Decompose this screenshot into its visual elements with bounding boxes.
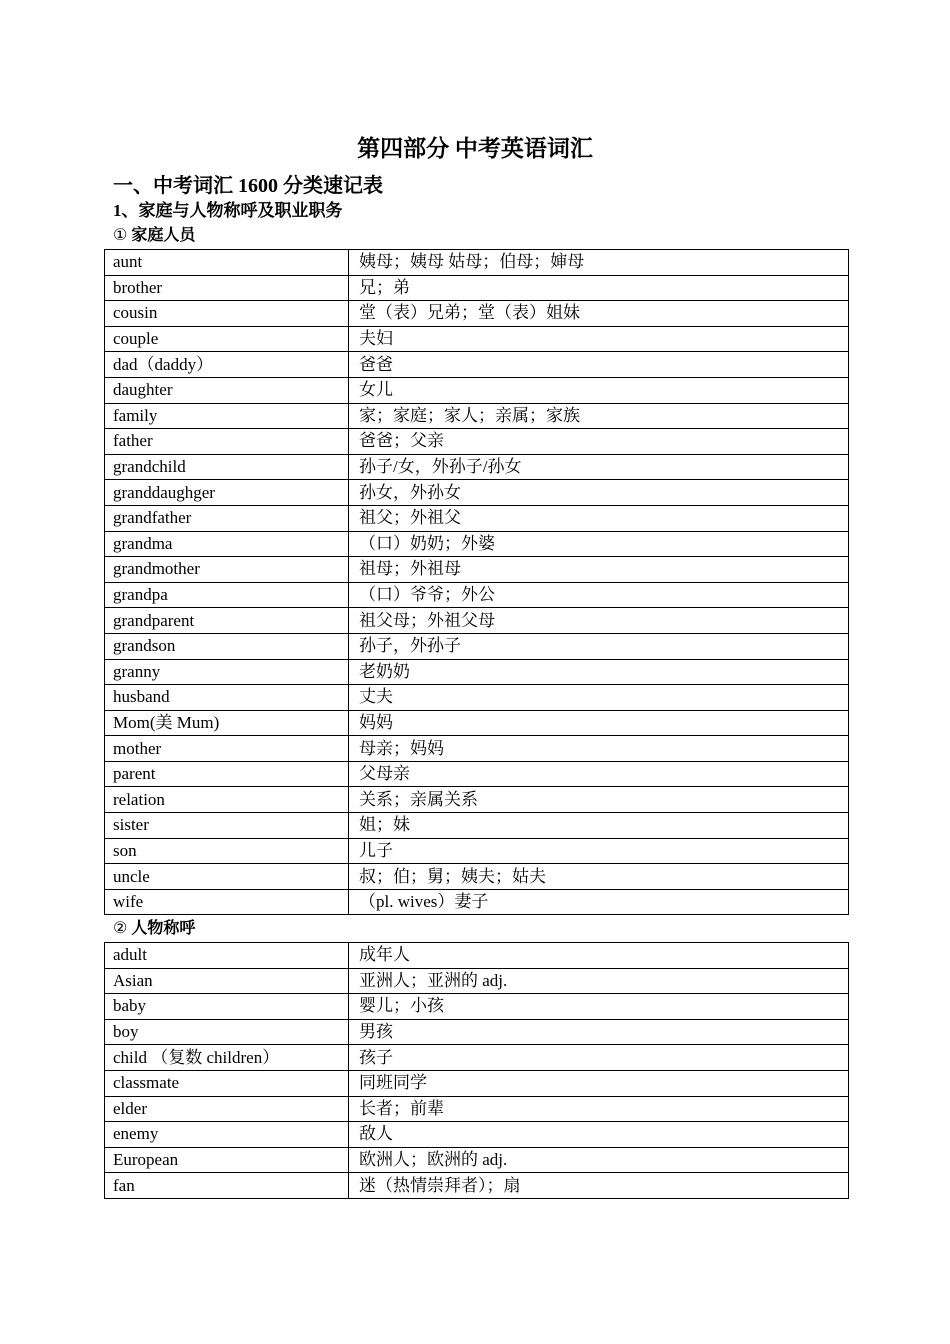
table-row	[105, 787, 849, 813]
meaning-cell: 祖父；外祖父	[349, 505, 849, 531]
meaning-cell: 姨母；姨母 姑母；伯母；婶母	[349, 250, 849, 276]
word-cell: boy	[105, 1019, 349, 1045]
table-row	[105, 838, 849, 864]
meaning-cell: 父母亲	[349, 761, 849, 787]
word-cell: mother	[105, 736, 349, 762]
vocab-table-person-titles	[104, 942, 849, 1199]
table-row	[105, 403, 849, 429]
meaning-cell: 丈夫	[349, 685, 849, 711]
word-cell: child （复数 children）	[105, 1045, 349, 1071]
word-cell: husband	[105, 685, 349, 711]
table-row	[105, 633, 849, 659]
word-cell: grandfather	[105, 505, 349, 531]
table-row	[105, 1147, 849, 1173]
meaning-cell: 姐；妹	[349, 813, 849, 839]
table-row	[105, 1019, 849, 1045]
word-cell: Mom(美 Mum)	[105, 710, 349, 736]
table-row	[105, 352, 849, 378]
page-title: 第四部分 中考英语词汇	[357, 136, 593, 161]
meaning-cell: 叔；伯；舅；姨夫；姑夫	[349, 864, 849, 890]
word-cell: European	[105, 1147, 349, 1173]
table-row	[105, 889, 849, 915]
meaning-cell: 堂（表）兄弟；堂（表）姐妹	[349, 301, 849, 327]
word-cell: uncle	[105, 864, 349, 890]
table-row	[105, 1096, 849, 1122]
meaning-cell: 妈妈	[349, 710, 849, 736]
meaning-cell: 兄；弟	[349, 275, 849, 301]
word-cell: sister	[105, 813, 349, 839]
table-row	[105, 1173, 849, 1199]
vocab-table-family-members	[104, 249, 849, 915]
table-row	[105, 659, 849, 685]
word-cell: relation	[105, 787, 349, 813]
group-title-person-titles	[113, 918, 195, 940]
table-row	[105, 275, 849, 301]
word-cell: grandson	[105, 633, 349, 659]
meaning-cell: 爸爸；父亲	[349, 429, 849, 455]
meaning-cell: 同班同学	[349, 1070, 849, 1096]
table-row	[105, 994, 849, 1020]
table-row	[105, 943, 849, 969]
table-row	[105, 480, 849, 506]
table-row	[105, 968, 849, 994]
meaning-cell: 母亲；妈妈	[349, 736, 849, 762]
table-row	[105, 1122, 849, 1148]
meaning-cell: 老奶奶	[349, 659, 849, 685]
word-cell: grandparent	[105, 608, 349, 634]
group-title-family-members	[113, 225, 195, 247]
word-cell: grandmother	[105, 557, 349, 583]
word-cell: brother	[105, 275, 349, 301]
word-cell: grandchild	[105, 454, 349, 480]
meaning-cell: 男孩	[349, 1019, 849, 1045]
section-title: 一、中考词汇 1600 分类速记表	[113, 175, 383, 197]
word-cell: granny	[105, 659, 349, 685]
meaning-cell: 迷（热情崇拜者）；扇	[349, 1173, 849, 1199]
meaning-cell: 孙女，外孙女	[349, 480, 849, 506]
meaning-cell: 爸爸	[349, 352, 849, 378]
table-row	[105, 761, 849, 787]
word-cell: parent	[105, 761, 349, 787]
group-title-text: 家庭人员	[131, 227, 196, 244]
word-cell: father	[105, 429, 349, 455]
meaning-cell: 夫妇	[349, 326, 849, 352]
table-row	[105, 429, 849, 455]
table-row	[105, 505, 849, 531]
table-row	[105, 557, 849, 583]
table-row	[105, 582, 849, 608]
word-cell: cousin	[105, 301, 349, 327]
table-row	[105, 326, 849, 352]
word-cell: family	[105, 403, 349, 429]
word-cell: fan	[105, 1173, 349, 1199]
table-row	[105, 531, 849, 557]
meaning-cell: 祖父母；外祖父母	[349, 608, 849, 634]
meaning-cell: 祖母；外祖母	[349, 557, 849, 583]
table-row	[105, 1070, 849, 1096]
meaning-cell: 长者；前辈	[349, 1096, 849, 1122]
meaning-cell: 敌人	[349, 1122, 849, 1148]
meaning-cell: （口）奶奶；外婆	[349, 531, 849, 557]
table-row	[105, 813, 849, 839]
meaning-cell: 家；家庭；家人；亲属；家族	[349, 403, 849, 429]
word-cell: aunt	[105, 250, 349, 276]
table-row	[105, 685, 849, 711]
word-cell: grandma	[105, 531, 349, 557]
table-row	[105, 864, 849, 890]
word-cell: wife	[105, 889, 349, 915]
table-row	[105, 250, 849, 276]
meaning-cell: 儿子	[349, 838, 849, 864]
word-cell: couple	[105, 326, 349, 352]
meaning-cell: 成年人	[349, 943, 849, 969]
meaning-cell: 孙子，外孙子	[349, 633, 849, 659]
meaning-cell: （口）爷爷；外公	[349, 582, 849, 608]
word-cell: enemy	[105, 1122, 349, 1148]
meaning-cell: 欧洲人；欧洲的 adj.	[349, 1147, 849, 1173]
meaning-cell: 关系；亲属关系	[349, 787, 849, 813]
table-row	[105, 377, 849, 403]
word-cell: grandpa	[105, 582, 349, 608]
table-row	[105, 608, 849, 634]
word-cell: son	[105, 838, 349, 864]
word-cell: daughter	[105, 377, 349, 403]
table-row	[105, 454, 849, 480]
subsection-title: 1、家庭与人物称呼及职业职务	[113, 201, 343, 220]
word-cell: granddaughger	[105, 480, 349, 506]
table-row	[105, 710, 849, 736]
word-cell: dad（daddy）	[105, 352, 349, 378]
meaning-cell: 亚洲人；亚洲的 adj.	[349, 968, 849, 994]
table-row	[105, 301, 849, 327]
word-cell: Asian	[105, 968, 349, 994]
group-marker: ①	[113, 227, 128, 244]
group-title-text: 人物称呼	[131, 920, 196, 937]
word-cell: classmate	[105, 1070, 349, 1096]
word-cell: adult	[105, 943, 349, 969]
meaning-cell: （pl. wives）妻子	[349, 889, 849, 915]
word-cell: elder	[105, 1096, 349, 1122]
meaning-cell: 孙子/女，外孙子/孙女	[349, 454, 849, 480]
group-marker: ②	[113, 920, 128, 937]
meaning-cell: 女儿	[349, 377, 849, 403]
word-cell: baby	[105, 994, 349, 1020]
table-row	[105, 1045, 849, 1071]
table-row	[105, 736, 849, 762]
meaning-cell: 孩子	[349, 1045, 849, 1071]
meaning-cell: 婴儿；小孩	[349, 994, 849, 1020]
